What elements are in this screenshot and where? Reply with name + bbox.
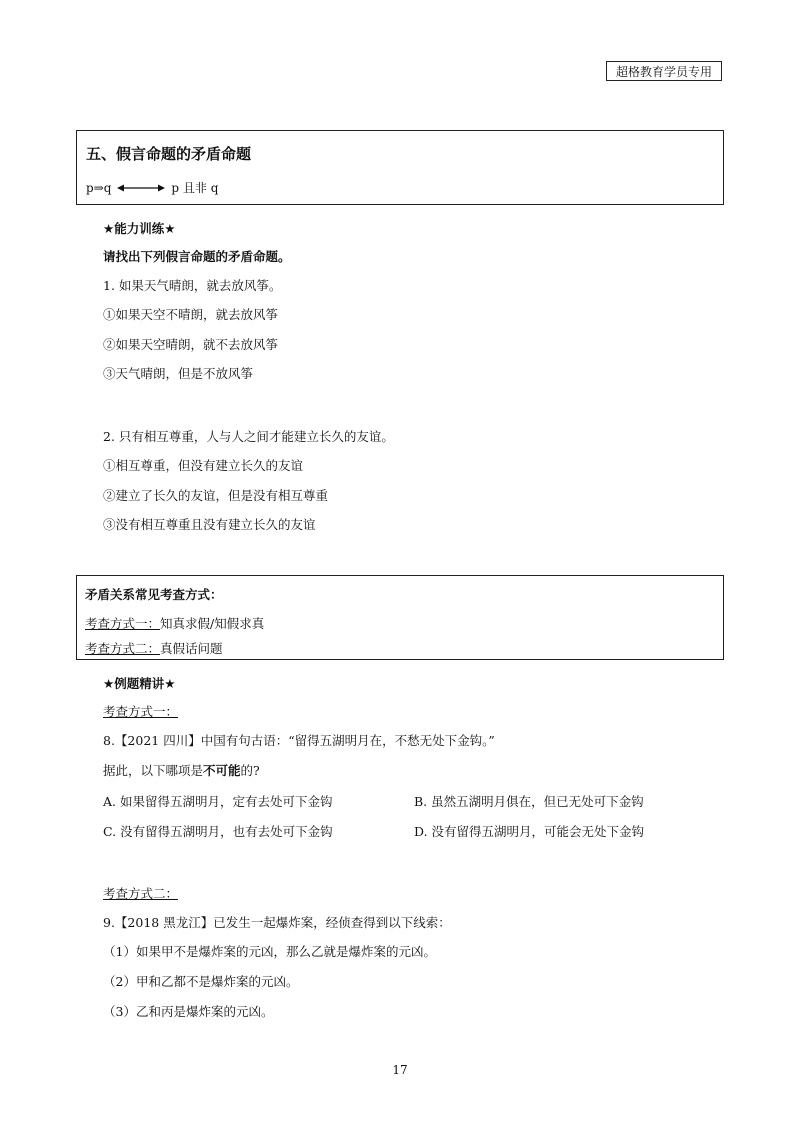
q9-clue: （2）甲和乙都不是爆炸案的元凶。 <box>103 974 299 989</box>
examples-heading: ★例题精讲★ <box>103 676 176 691</box>
q2-option: ③没有相互尊重且没有建立长久的友谊 <box>103 517 316 532</box>
q8-stem: 8.【2021 四川】中国有句古语：“留得五湖明月在，不愁无处下金钩。” <box>103 733 495 748</box>
q9-clue: （1）如果甲不是爆炸案的元凶，那么乙就是爆炸案的元凶。 <box>103 944 436 959</box>
examples-method1-label: 考查方式一： <box>103 704 179 719</box>
q2-option: ②建立了长久的友谊，但是没有相互尊重 <box>103 488 329 503</box>
q1-option: ②如果天空晴朗，就不去放风筝 <box>103 337 279 352</box>
q8-option-a: A. 如果留得五湖明月，定有去处可下金钩 <box>103 794 333 809</box>
q8-question-bold: 不可能 <box>203 763 241 778</box>
q2-stem: 2. 只有相互尊重，人与人之间才能建立长久的友谊。 <box>103 429 394 444</box>
q8-option-b: B. 虽然五湖明月俱在，但已无处可下金钩 <box>414 794 644 809</box>
contradiction-title: 矛盾关系常见考查方式： <box>85 587 223 602</box>
training-instruction: 请找出下列假言命题的矛盾命题。 <box>103 249 291 264</box>
contradiction-method2 <box>85 639 223 657</box>
formula-left: p⇒q <box>86 180 112 195</box>
q8-question <box>103 761 260 779</box>
q8-question-suffix: 的? <box>240 763 260 778</box>
method1-label: 考查方式一： <box>85 616 161 631</box>
method2-text: 真假话问题 <box>160 641 223 656</box>
formula-right: p 且非 q <box>171 181 219 195</box>
q8-option-c: C. 没有留得五湖明月，也有去处可下金钩 <box>103 824 333 839</box>
q9-stem: 9.【2018 黑龙江】已发生一起爆炸案，经侦查得到以下线索： <box>103 915 451 930</box>
method2-label: 考查方式二： <box>85 641 161 656</box>
contradiction-method1 <box>85 614 264 632</box>
double-arrow-icon <box>117 183 165 193</box>
q1-stem: 1. 如果天气晴朗，就去放风筝。 <box>103 278 282 293</box>
examples-method2-label: 考查方式二： <box>103 886 179 901</box>
header-tag: 超格教育学员专用 <box>606 61 722 81</box>
q8-question-prefix: 据此，以下哪项是 <box>103 763 204 778</box>
section5-formula <box>86 179 218 196</box>
method1-text: 知真求假/知假求真 <box>160 616 265 631</box>
section5-title: 五、假言命题的矛盾命题 <box>86 145 252 163</box>
section5-box <box>76 130 724 205</box>
q1-option: ③天气晴朗，但是不放风筝 <box>103 366 254 381</box>
contradiction-box <box>76 575 724 660</box>
training-heading: ★能力训练★ <box>103 221 176 236</box>
page-number: 17 <box>392 1063 408 1077</box>
q8-option-d: D. 没有留得五湖明月，可能会无处下金钩 <box>414 824 645 839</box>
q1-option: ①如果天空不晴朗，就去放风筝 <box>103 307 279 322</box>
q9-clue: （3）乙和丙是爆炸案的元凶。 <box>103 1004 274 1019</box>
q2-option: ①相互尊重，但没有建立长久的友谊 <box>103 458 304 473</box>
